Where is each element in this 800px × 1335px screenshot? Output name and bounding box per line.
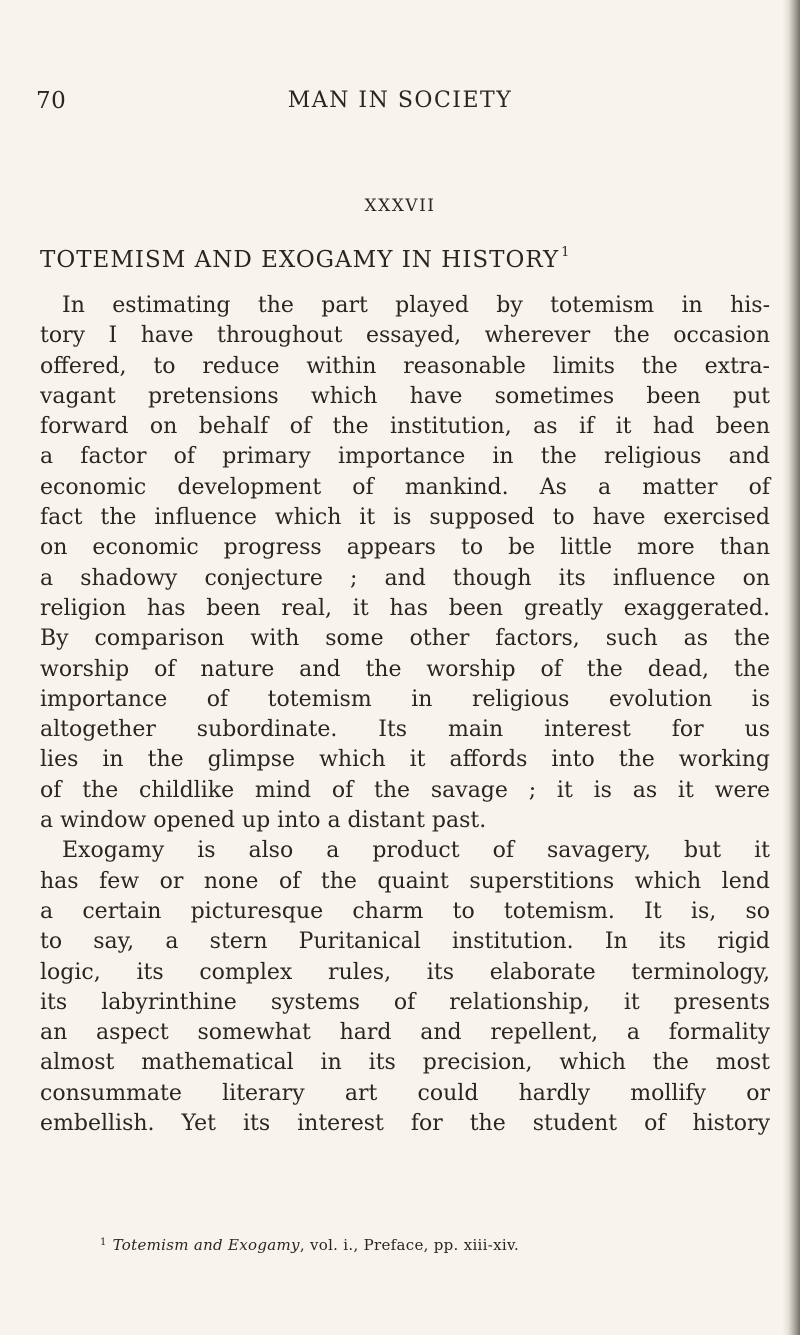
text-line: Exogamy is also a product of savagery, but it bbox=[62, 838, 770, 864]
running-head: MAN IN SOCIETY bbox=[287, 88, 513, 113]
text-line: has few or none of the quaint superstitions which lend bbox=[40, 868, 770, 894]
text-line: embellish. Yet its interest for the student of history bbox=[40, 1111, 770, 1137]
text-line: worship of nature and the worship of the dead, the bbox=[40, 656, 770, 682]
text-line: its labyrinthine systems of relationship, it presents bbox=[40, 989, 770, 1015]
text-line: In estimating the part played by totemism in his- bbox=[62, 293, 770, 318]
text-line: importance of totemism in religious evolution is bbox=[40, 686, 770, 712]
text-line: lies in the glimpse which it affords into the working bbox=[40, 747, 770, 773]
text-line: on economic progress appears to be little more than bbox=[40, 535, 770, 561]
text-line: vagant pretensions which have sometimes been put bbox=[40, 383, 770, 409]
text-line: a certain picturesque charm to totemism. It is, so bbox=[40, 898, 770, 924]
text-line: consummate literary art could hardly mollify or bbox=[40, 1080, 770, 1106]
footnote bbox=[100, 1236, 519, 1254]
text-line: fact the influence which it is supposed to have exercised bbox=[40, 505, 770, 531]
text-line: a window opened up into a distant past. bbox=[40, 808, 487, 834]
chapter-title-text: TOTEMISM AND EXOGAMY IN HISTORY bbox=[40, 247, 560, 273]
text-line: of the childlike mind of the savage ; it is as it were bbox=[40, 777, 770, 803]
text-line: an aspect somewhat hard and repellent, a formality bbox=[40, 1020, 770, 1046]
chapter-title bbox=[40, 245, 780, 273]
footnote-marker: 1 bbox=[100, 1237, 107, 1248]
footnote-title: Totemism and Exogamy bbox=[112, 1236, 300, 1254]
text-line: almost mathematical in its precision, which the most bbox=[40, 1050, 770, 1076]
text-line: religion has been real, it has been greatly exaggerated. bbox=[40, 595, 770, 621]
page-number: 70 bbox=[36, 88, 67, 114]
text-line: forward on behalf of the institution, as if it had been bbox=[40, 414, 770, 440]
footnote-text: , vol. i., Preface, pp. xiii-xiv. bbox=[299, 1236, 520, 1254]
text-line: By comparison with some other factors, such as the bbox=[40, 626, 770, 652]
text-line: offered, to reduce within reasonable limits the extra- bbox=[40, 353, 770, 379]
footnote-reference: 1 bbox=[561, 245, 571, 260]
text-line: to say, a stern Puritanical institution. In its rigid bbox=[40, 929, 770, 955]
text-line: logic, its complex rules, its elaborate terminology, bbox=[40, 959, 770, 985]
text-line: tory I have throughout essayed, wherever the occasion bbox=[40, 323, 770, 349]
text-line: a shadowy conjecture ; and though its influence on bbox=[40, 565, 770, 591]
body-text bbox=[40, 291, 770, 1139]
text-line: altogether subordinate. Its main interest for us bbox=[40, 717, 770, 743]
text-line: a factor of primary importance in the religious and bbox=[40, 444, 770, 470]
chapter-number: XXXVII bbox=[364, 196, 436, 216]
text-line: economic development of mankind. As a matter of bbox=[40, 474, 770, 500]
